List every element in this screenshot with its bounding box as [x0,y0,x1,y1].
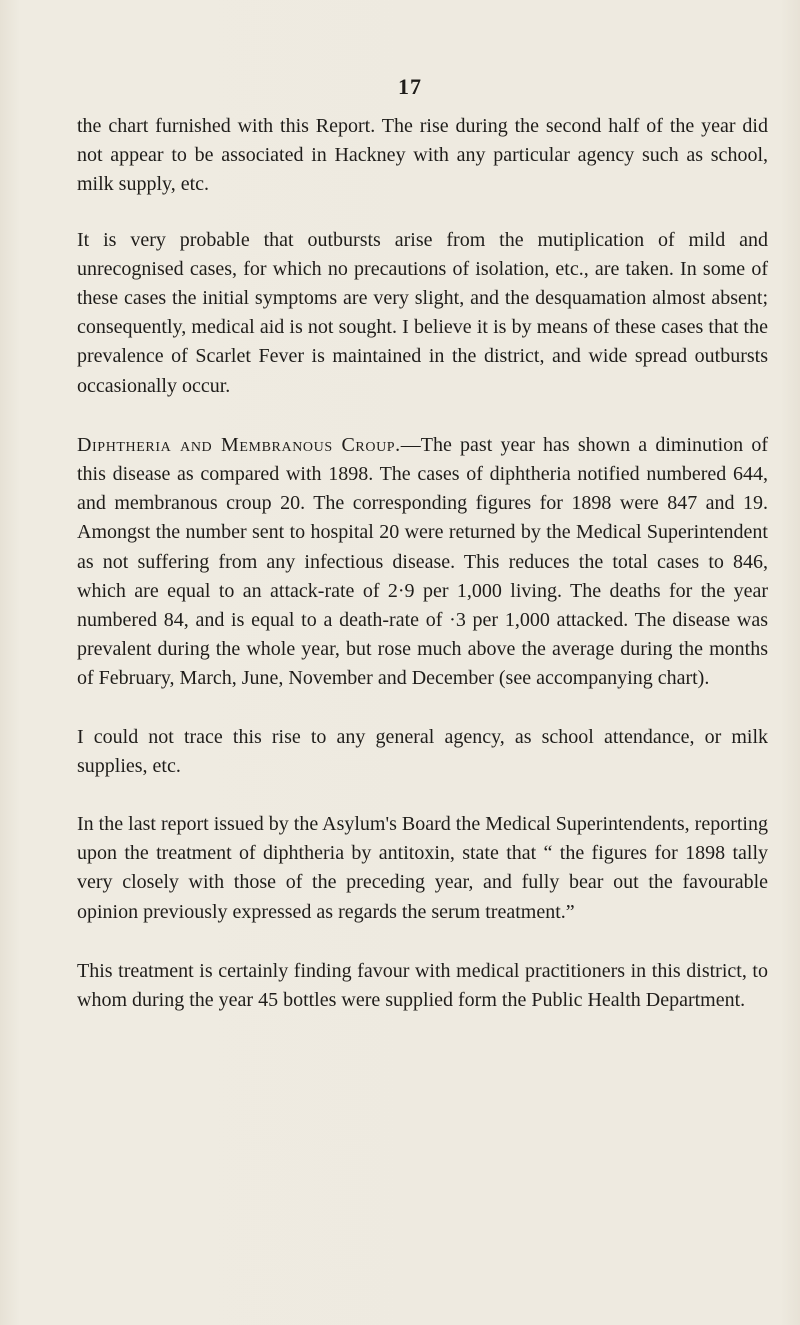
paragraph-diphtheria [77,431,768,694]
paragraph-outbursts: It is very probable that outbursts arise from the mutiplication of mild and unrecognised cases, for which no precautions of isolation, etc., are taken. In some of these cases the initial symptoms are very slight, and the desquamation almost absent; consequently, medical aid is not sought. I believe it is by means of these cases that the prevalence of Scarlet Fever is maintained in the district, and wide spread outbursts occasionally occur. [77,228,768,397]
body-text [77,112,768,1015]
paragraph-treatment-favour: This treatment is certainly finding favour with medical practitioners in this district, to whom during the year 45 bottles were supplied form the Public Health Department. [77,959,768,1012]
paragraph-general-agency: I could not trace this rise to any general agency, as school attendance, or milk supplies, etc. [77,725,768,777]
page-number: 17 [398,74,422,99]
paragraph-scarlet-fever-chart: the chart furnished with this Report. The rise during the second half of the year did not appear to be associated in Hackney with any particular agency such as school, milk supply, etc. [77,115,768,196]
section-heading-diphtheria: Diphtheria and Membranous Croup. [77,433,401,456]
paragraph-diphtheria-text: —The past year has shown a diminution of this disease as compared with 1898. The cases of diphtheria notified numbered 644, and membranous croup 20. The corresponding figures for 1898 were 847 and 19. Amongst the number sent to hospital 20 were returned by the Medical Superintendent as not suffering from any infectious disease. This reduces the total cases to 846, which are equal to an attack-rate of 2·9 per 1,000 living. The deaths for the year numbered 84, and is equal to a death-rate of ·3 per 1,000 attacked. The disease was prevalent during the whole year, but rose much above the average during the months of February, March, June, November and December (see accompanying chart). [77,433,768,690]
paragraph-asylums-board-report: In the last report issued by the Asylum's Board the Medical Superintendents, reporting upon the treatment of diphtheria by antitoxin, state that “ the figures for 1898 tally very closely with those of the preceding year, and fully bear out the favourable opinion previously expressed as regards the serum treatment.” [77,813,768,923]
